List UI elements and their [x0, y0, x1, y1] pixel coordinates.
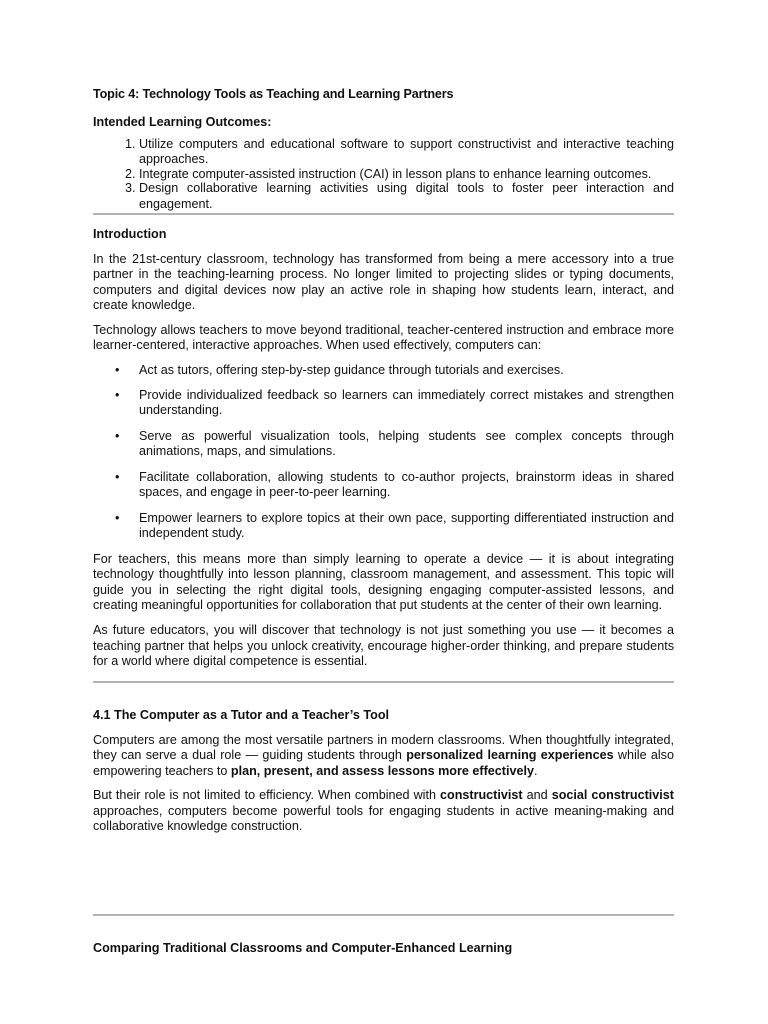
text-run: Computers are among the most versatile partners in modern classrooms. When thoughtfully integrated, they can serve a dual role — guiding students through [93, 732, 674, 762]
bullet-icon: • [115, 362, 120, 377]
outcome-item: 2. Integrate computer-assisted instruction (CAI) in lesson plans to enhance learning outcomes. [139, 167, 674, 183]
outcomes-heading: Intended Learning Outcomes: [93, 115, 272, 129]
list-item-text: Serve as powerful visualization tools, helping students see complex concepts through animations, maps, and simulations. [139, 428, 674, 458]
bullet-icon: • [115, 510, 120, 525]
list-item-text: Facilitate collaboration, allowing students to co-author projects, brainstorm ideas in shared spaces, and engage in peer-to-peer learning. [139, 469, 674, 499]
text-run: while also empowering teachers to [93, 748, 674, 778]
bold-phrase: social constructivist [551, 788, 675, 802]
intro-paragraph-1: In the 21st-century classroom, technology has transformed from being a mere accessory into a true partner in the teaching-learning process. No longer limited to projecting slides or typing documents, computers and digital devices now play an active role in shaping how students learn, interact, and create knowledge. [93, 251, 674, 312]
text-run: and [522, 788, 552, 802]
text-run: . [534, 763, 538, 778]
outcomes-list [93, 137, 674, 213]
bold-phrase: plan, present, and assess lessons more effectively [230, 763, 534, 778]
list-item [115, 387, 674, 419]
text-run: But their role is not limited to efficiency. When combined with [93, 788, 440, 802]
list-item [115, 510, 674, 542]
bold-phrase: personalized learning experiences [406, 748, 614, 762]
capabilities-list [93, 363, 674, 542]
introduction-heading: Introduction [93, 227, 167, 241]
comparison-heading: Comparing Traditional Classrooms and Computer-Enhanced Learning [93, 940, 513, 955]
section-4-1-paragraph-2 [93, 788, 674, 835]
outcome-item: 3. Design collaborative learning activities using digital tools to foster peer interaction and engagement. [139, 181, 674, 212]
bold-phrase: constructivist [440, 788, 523, 802]
section-divider [93, 914, 674, 916]
section-4-1-paragraph-1 [93, 733, 674, 780]
section-divider [93, 681, 674, 683]
bullet-icon: • [115, 387, 120, 402]
section-divider [93, 213, 674, 215]
topic-title: Topic 4: Technology Tools as Teaching and Learning Partners [93, 87, 454, 101]
list-item-text: Empower learners to explore topics at their own pace, supporting differentiated instruction and independent study. [139, 510, 674, 540]
list-item [115, 428, 674, 460]
bullet-icon: • [115, 428, 120, 443]
list-item [115, 469, 674, 501]
intro-paragraph-4: As future educators, you will discover that technology is not just something you use — it becomes a teaching partner that helps you unlock creativity, encourage higher-order thinking, and prepare students for a world where digital competence is essential. [93, 623, 674, 668]
document-page [93, 87, 674, 956]
section-4-1-heading: 4.1 The Computer as a Tutor and a Teacher’s Tool [93, 707, 390, 722]
list-item-text: Act as tutors, offering step-by-step guidance through tutorials and exercises. [139, 362, 564, 377]
intro-paragraph-3: For teachers, this means more than simply learning to operate a device — it is about integrating technology thoughtfully into lesson planning, classroom management, and assessment. This topic will guide you in selecting the right digital tools, designing engaging computer-assisted lessons, and creating meaningful opportunities for collaboration that put students at the center of their own learning. [93, 551, 674, 612]
list-item [115, 362, 674, 379]
outcome-item: 1. Utilize computers and educational software to support constructivist and interactive teaching approaches. [139, 137, 674, 168]
list-item-text: Provide individualized feedback so learners can immediately correct mistakes and strengthen understanding. [139, 387, 674, 417]
intro-paragraph-2: Technology allows teachers to move beyond traditional, teacher-centered instruction and embrace more learner-centered, interactive approaches. When used effectively, computers can: [93, 322, 674, 352]
bullet-icon: • [115, 469, 120, 484]
text-run: approaches, computers become powerful tools for engaging students in active meaning-making and collaborative knowledge construction. [93, 803, 674, 833]
